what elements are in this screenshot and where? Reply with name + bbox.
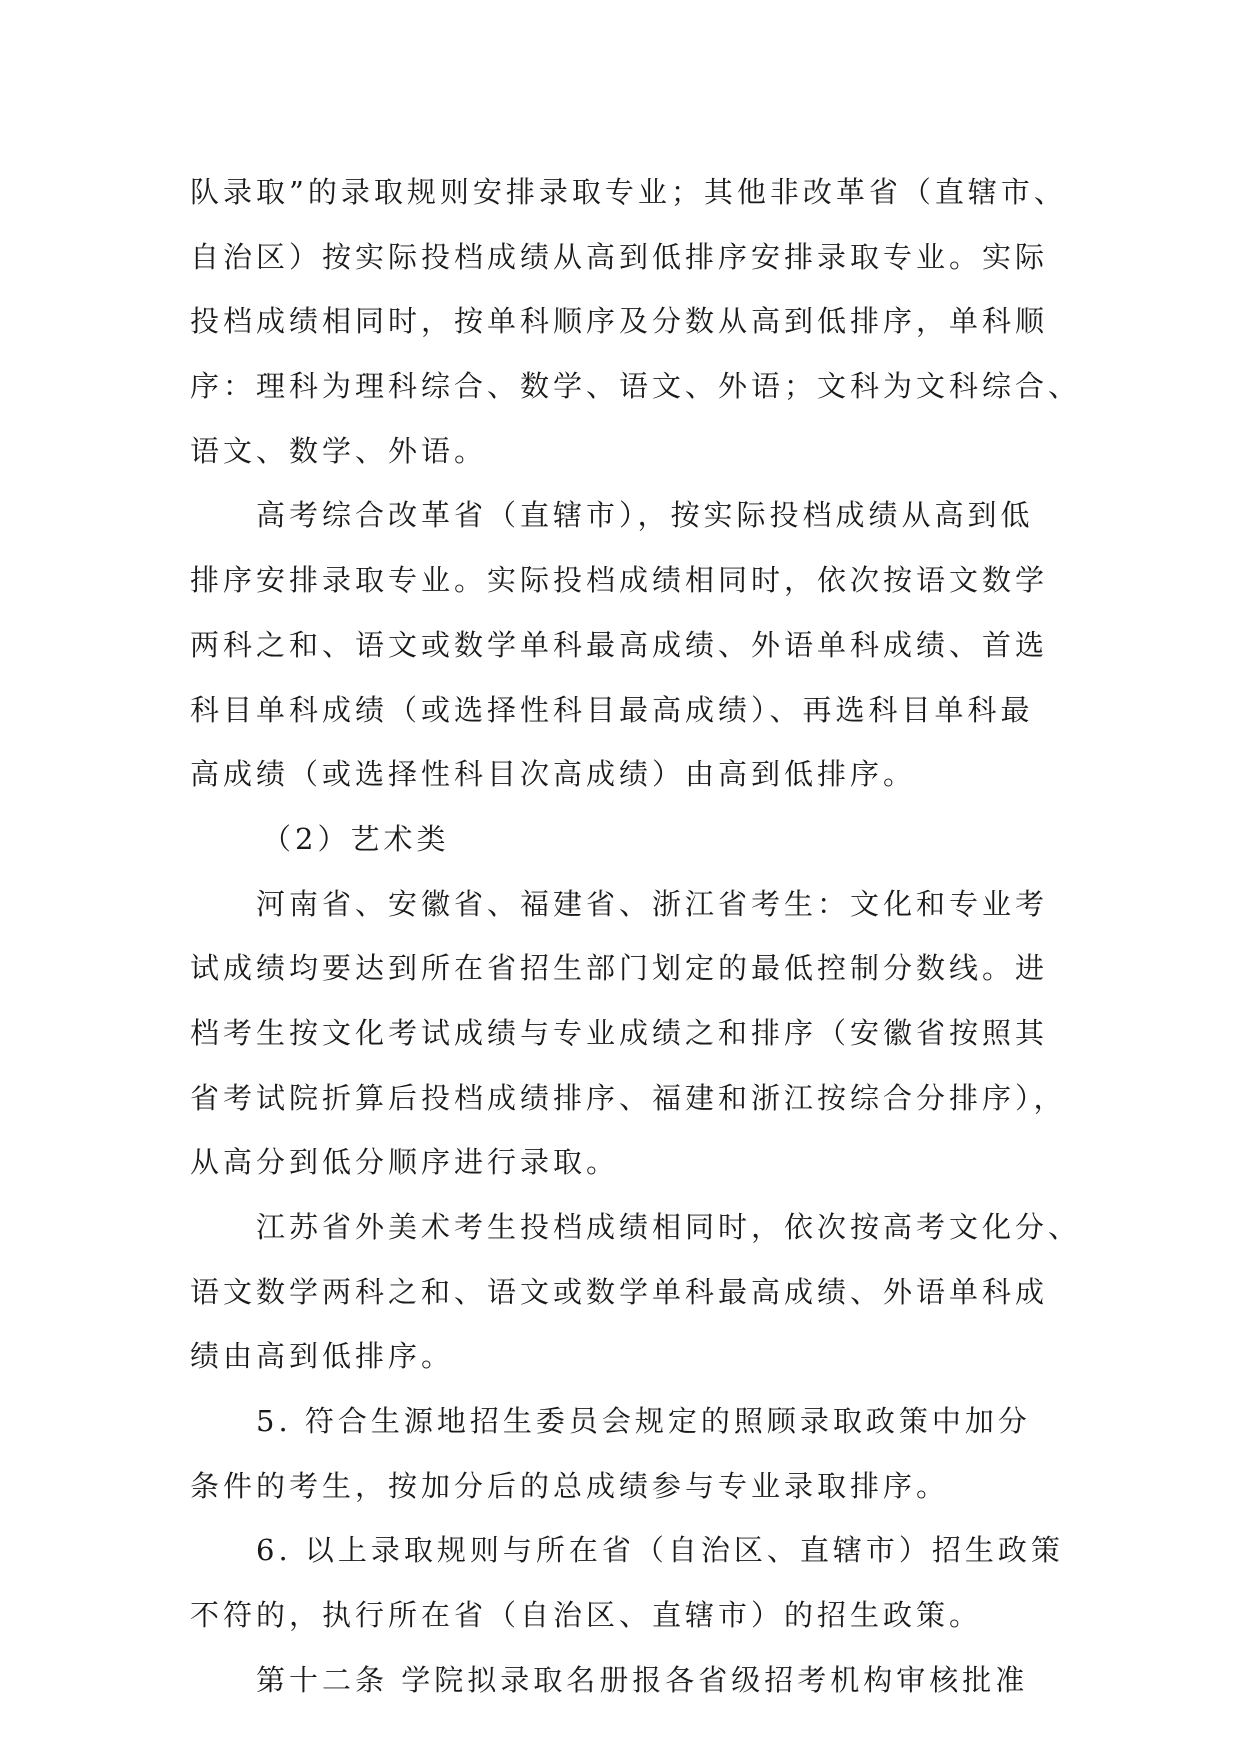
numbered-item-line: 5. 符合生源地招生委员会规定的照顾录取政策中加分 xyxy=(256,1404,1031,1439)
text-line: 省考试院折算后投档成绩排序、福建和浙江按综合分排序）， xyxy=(190,1080,1067,1115)
text-line: 投档成绩相同时，按单科顺序及分数从高到低排序，单科顺 xyxy=(190,304,1049,339)
text-line: 高成绩（或选择性科目次高成绩）由高到低排序。 xyxy=(190,757,917,792)
text-line: 队录取”的录取规则安排录取专业；其他非改革省（直辖市、 xyxy=(190,175,1067,209)
paragraph-start-line: 高考综合改革省（直辖市），按实际投档成绩从高到低 xyxy=(256,498,1034,533)
text-line: 从高分到低分顺序进行录取。 xyxy=(190,1145,620,1180)
document-body xyxy=(190,160,1082,1713)
text-line: 语文数学两科之和、语文或数学单科最高成绩、外语单科成 xyxy=(190,1274,1049,1309)
numbered-item-line: 6. 以上录取规则与所在省（自治区、直辖市）招生政策 xyxy=(256,1533,1064,1568)
text-line: 不符的，执行所在省（自治区、直辖市）的招生政策。 xyxy=(190,1598,983,1633)
paragraph-start-line: 河南省、安徽省、福建省、浙江省考生：文化和专业考 xyxy=(256,886,1049,921)
text-line: 自治区）按实际投档成绩从高到低排序安排录取专业。实际 xyxy=(190,239,1049,274)
text-line: 档考生按文化考试成绩与专业成绩之和排序（安徽省按照其 xyxy=(190,1015,1049,1050)
text-line: 条件的考生，按加分后的总成绩参与专业录取排序。 xyxy=(190,1468,950,1503)
paragraph-start-line: 江苏省外美术考生投档成绩相同时，依次按高考文化分、 xyxy=(256,1210,1082,1244)
text-line: 语文、数学、外语。 xyxy=(190,433,488,468)
text-line: 序：理科为理科综合、数学、语文、外语；文科为文科综合、 xyxy=(190,369,1082,404)
text-line: 两科之和、语文或数学单科最高成绩、外语单科成绩、首选 xyxy=(190,627,1049,662)
subsection-heading: （2）艺术类 xyxy=(262,821,450,856)
text-line: 科目单科成绩（或选择性科目最高成绩）、再选科目单科最 xyxy=(190,692,1034,727)
text-line: 绩由高到低排序。 xyxy=(190,1339,455,1374)
text-line: 排序安排录取专业。实际投档成绩相同时，依次按语文数学 xyxy=(190,563,1049,598)
article-heading-line: 第十二条 学院拟录取名册报各省级招考机构审核批准 xyxy=(256,1662,1029,1697)
text-line: 试成绩均要达到所在省招生部门划定的最低控制分数线。进 xyxy=(190,951,1049,986)
